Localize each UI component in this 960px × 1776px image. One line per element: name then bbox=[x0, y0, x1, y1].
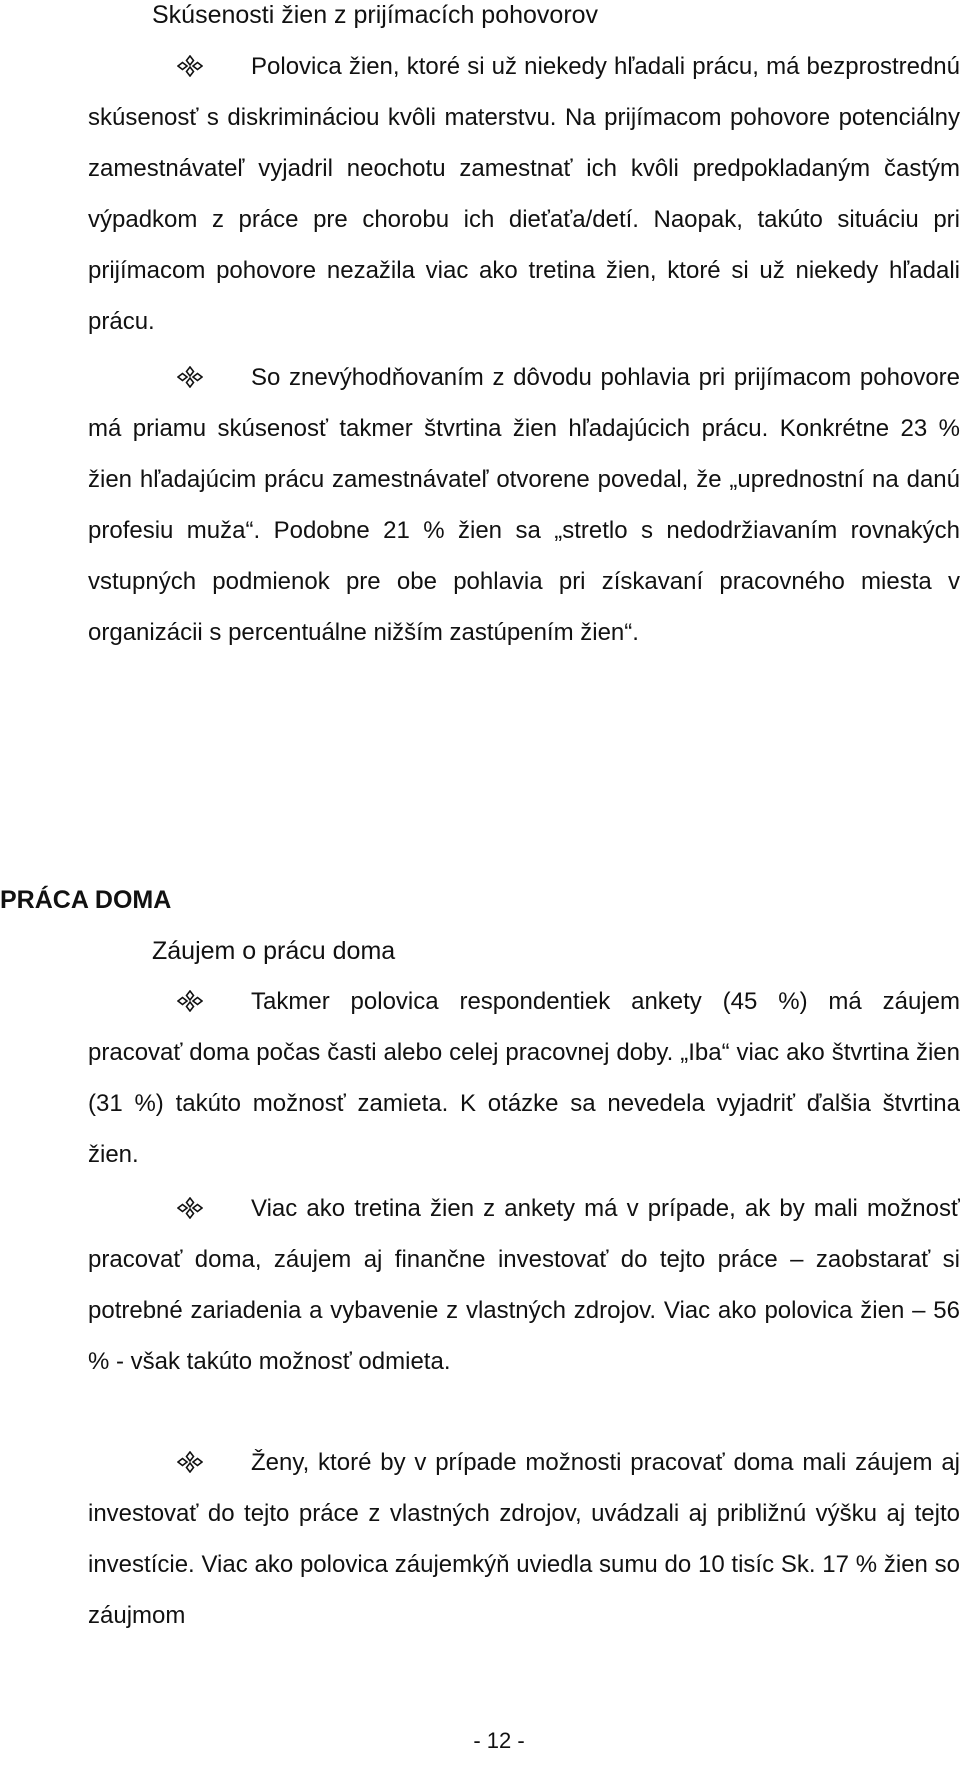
bullet-paragraph bbox=[88, 1183, 960, 1387]
section-subheading-interest: Záujem o prácu doma bbox=[152, 937, 396, 965]
bullet-paragraph bbox=[88, 352, 960, 658]
paragraph-text: Polovica žien, ktoré si už niekedy hľadali prácu, má bezprostrednú skúsenosť s diskrimináciou kvôli materstvu. Na prijímacom pohovore potenciálny zamestnávateľ vyjadril neochotu zamestnať ich kvôli predpokladaným častým výpadkom z práce pre chorobu ich dieťaťa/detí. Naopak, takúto situáciu pri prijímacom pohovore nezažila viac ako tretina žien, ktoré si už niekedy hľadali prácu. bbox=[88, 53, 960, 335]
page-footer bbox=[0, 1727, 960, 1755]
paragraph-text: Viac ako tretina žien z ankety má v prípade, ak by mali možnosť pracovať doma, záujem aj finančne investovať do tejto práce – zaobstarať si potrebné zariadenia a vybavenie z vlastných zdrojov. Viac ako polovica žien – 56 % - však takúto možnosť odmieta. bbox=[88, 1195, 960, 1375]
section-heading-work-at-home: PRÁCA DOMA bbox=[0, 886, 172, 914]
bullet-paragraph bbox=[88, 1437, 960, 1641]
bullet-paragraph bbox=[88, 976, 960, 1180]
paragraph-text: So znevýhodňovaním z dôvodu pohlavia pri prijímacom pohovore má priamu skúsenosť takmer štvrtina žien hľadajúcich prácu. Konkrétne 23 % žien hľadajúcim prácu zamestnávateľ otvorene povedal, že „uprednostní na danú profesiu muža“. Podobne 21 % žien sa „stretlo s nedodržiavaním rovnakých vstupných podmienok pre obe pohlavia pri získavaní pracovného miesta v organizácii s percentuálne nižším zastúpením žien“. bbox=[88, 364, 960, 646]
section-subheading-interview-experience: Skúsenosti žien z prijímacích pohovorov bbox=[152, 1, 599, 29]
paragraph-text: Ženy, ktoré by v prípade možnosti pracovať doma mali záujem aj investovať do tejto práce z vlastných zdrojov, uvádzali aj približnú výšku aj tejto investície. Viac ako polovica záujemkýň uviedla sumu do 10 tisíc Sk. 17 % žien so záujmom bbox=[88, 1449, 960, 1629]
bullet-paragraph bbox=[88, 41, 960, 347]
page-number: - 12 - bbox=[473, 1728, 525, 1753]
paragraph-text: Takmer polovica respondentiek ankety (45 %) má záujem pracovať doma počas časti alebo celej pracovnej doby. „Iba“ viac ako štvrtina žien (31 %) takúto možnosť zamieta. K otázke sa nevedela vyjadriť ďalšia štvrtina žien. bbox=[88, 988, 960, 1168]
